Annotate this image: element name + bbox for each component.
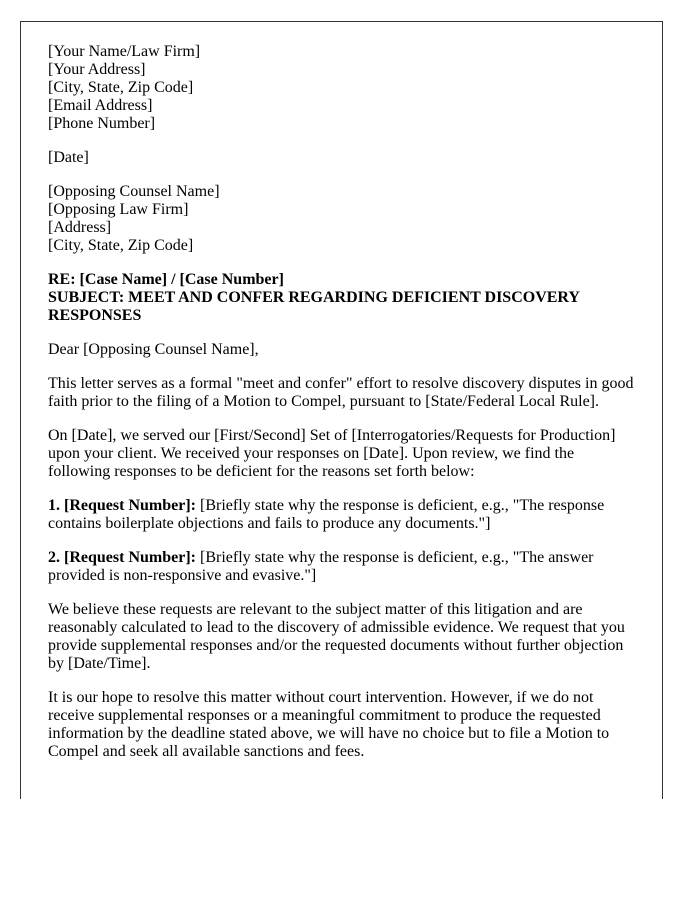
relevance-paragraph: We believe these requests are relevant to the subject matter of this litigation and are reasonably calculated to lead to the discovery of admissible evidence. We request that you provide supplemental responses and/or the requested documents without further objection by [Date/Time]. — [48, 601, 625, 672]
deficiency-1-label: 1. [Request Number]: — [48, 497, 196, 514]
service-paragraph: On [Date], we served our [First/Second] Set of [Interrogatories/Requests for Production] upon your client. We received your responses on [Date]. Upon review, we find the following responses to be deficient for the reasons set forth below: — [48, 427, 616, 480]
closing-paragraph: It is our hope to resolve this matter without court intervention. However, if we do not receive supplemental responses or a meaningful commitment to produce the requested information by the deadline stated above, we will have no choice but to file a Motion to Compel and seek all available sanctions and fees. — [48, 689, 610, 760]
re-line: RE: [Case Name] / [Case Number] — [48, 271, 284, 288]
sender-city-line: [City, State, Zip Code] — [48, 79, 194, 96]
recipient-name-line: [Opposing Counsel Name] — [48, 183, 220, 200]
sender-name-line: [Your Name/Law Firm] — [48, 43, 201, 60]
deficiency-item-2 — [48, 549, 635, 585]
sender-block — [48, 43, 635, 133]
subject-line: SUBJECT: MEET AND CONFER REGARDING DEFICIENT DISCOVERY RESPONSES — [48, 289, 580, 324]
sender-phone-line: [Phone Number] — [48, 115, 156, 132]
date-line: [Date] — [48, 149, 89, 166]
recipient-firm-line: [Opposing Law Firm] — [48, 201, 189, 218]
recipient-city-line: [City, State, Zip Code] — [48, 237, 194, 254]
salutation: Dear [Opposing Counsel Name], — [48, 341, 259, 358]
deficiency-1-text: [Briefly state why the response is deficient, e.g., "The response contains boilerplate objections and fails to produce any documents."] — [48, 497, 605, 532]
recipient-block — [48, 183, 635, 255]
sender-address-line: [Your Address] — [48, 61, 146, 78]
reference-block — [48, 271, 635, 325]
sender-email-line: [Email Address] — [48, 97, 153, 114]
deficiency-2-label: 2. [Request Number]: — [48, 549, 196, 566]
letter-document — [20, 21, 663, 799]
deficiency-item-1 — [48, 497, 635, 533]
recipient-address-line: [Address] — [48, 219, 112, 236]
intro-paragraph: This letter serves as a formal "meet and confer" effort to resolve discovery disputes in good faith prior to the filing of a Motion to Compel, pursuant to [State/Federal Local Rule]. — [48, 375, 634, 410]
deficiency-2-text: [Briefly state why the response is deficient, e.g., "The answer provided is non-responsive and evasive."] — [48, 549, 594, 584]
